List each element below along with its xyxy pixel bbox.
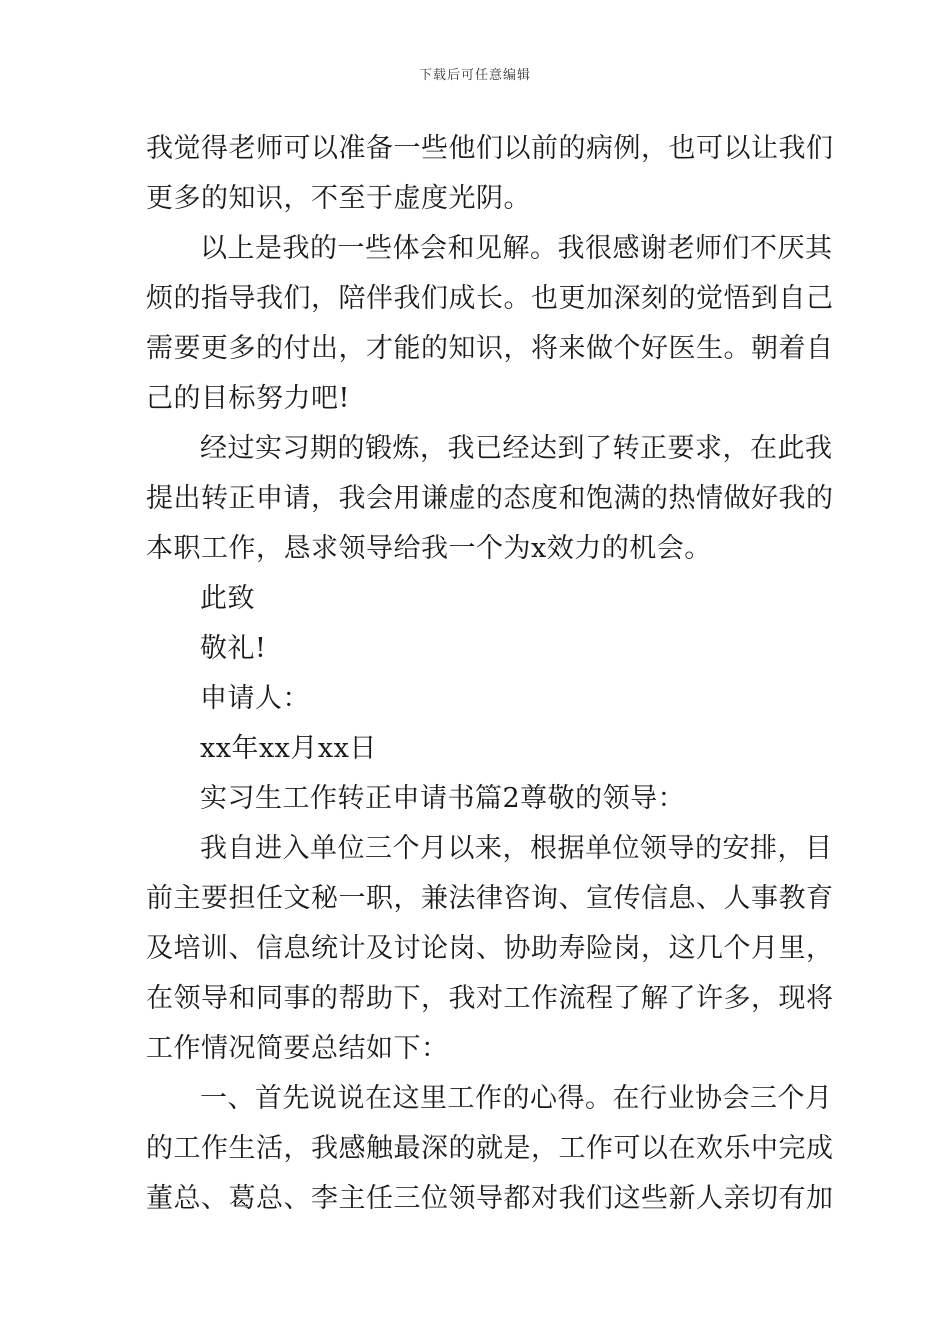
text-line: 经过实习期的锻炼，我已经达到了转正要求，在此我 — [200, 433, 833, 464]
section-heading-line: 实习生工作转正申请书篇2尊敬的领导： — [200, 783, 686, 814]
text-line: 需要更多的付出，才能的知识，将来做个好医生。朝着自 — [146, 333, 834, 364]
text-line: 在领导和同事的帮助下，我对工作流程了解了许多，现将 — [146, 983, 834, 1014]
document-body — [146, 124, 834, 1224]
text-line: 烦的指导我们，陪伴我们成长。也更加深刻的觉悟到自己 — [146, 283, 834, 314]
text-line: 本职工作，恳求领导给我一个为x效力的机会。 — [146, 533, 712, 564]
text-line: 及培训、信息统计及讨论岗、协助寿险岗，这几个月里， — [146, 933, 834, 964]
text-line: 工作情况简要总结如下： — [146, 1033, 449, 1064]
applicant-line: 申请人： — [200, 683, 310, 714]
text-line: 前主要担任文秘一职，兼法律咨询、宣传信息、人事教育 — [146, 883, 834, 914]
text-line: 提出转正申请，我会用谦虚的态度和饱满的热情做好我的 — [146, 483, 834, 514]
text-line: 我自进入单位三个月以来，根据单位领导的安排，目 — [200, 833, 833, 864]
text-line: 更多的知识，不至于虚度光阴。 — [146, 183, 531, 214]
salutation-line: 此致 — [200, 583, 255, 614]
text-line: 以上是我的一些体会和见解。我很感谢老师们不厌其 — [200, 233, 833, 264]
text-line: 一、首先说说在这里工作的心得。在行业协会三个月 — [200, 1083, 833, 1114]
date-line: xx年xx月xx日 — [200, 733, 377, 764]
salutation-line: 敬礼! — [200, 633, 267, 664]
header-note: 下载后可任意编辑 — [418, 68, 531, 83]
text-line: 我觉得老师可以准备一些他们以前的病例，也可以让我们 — [146, 133, 834, 164]
text-line: 的工作生活，我感触最深的就是，工作可以在欢乐中完成 — [146, 1133, 834, 1164]
text-line: 董总、葛总、李主任三位领导都对我们这些新人亲切有加 — [146, 1183, 834, 1214]
text-line: 己的目标努力吧! — [146, 383, 350, 414]
